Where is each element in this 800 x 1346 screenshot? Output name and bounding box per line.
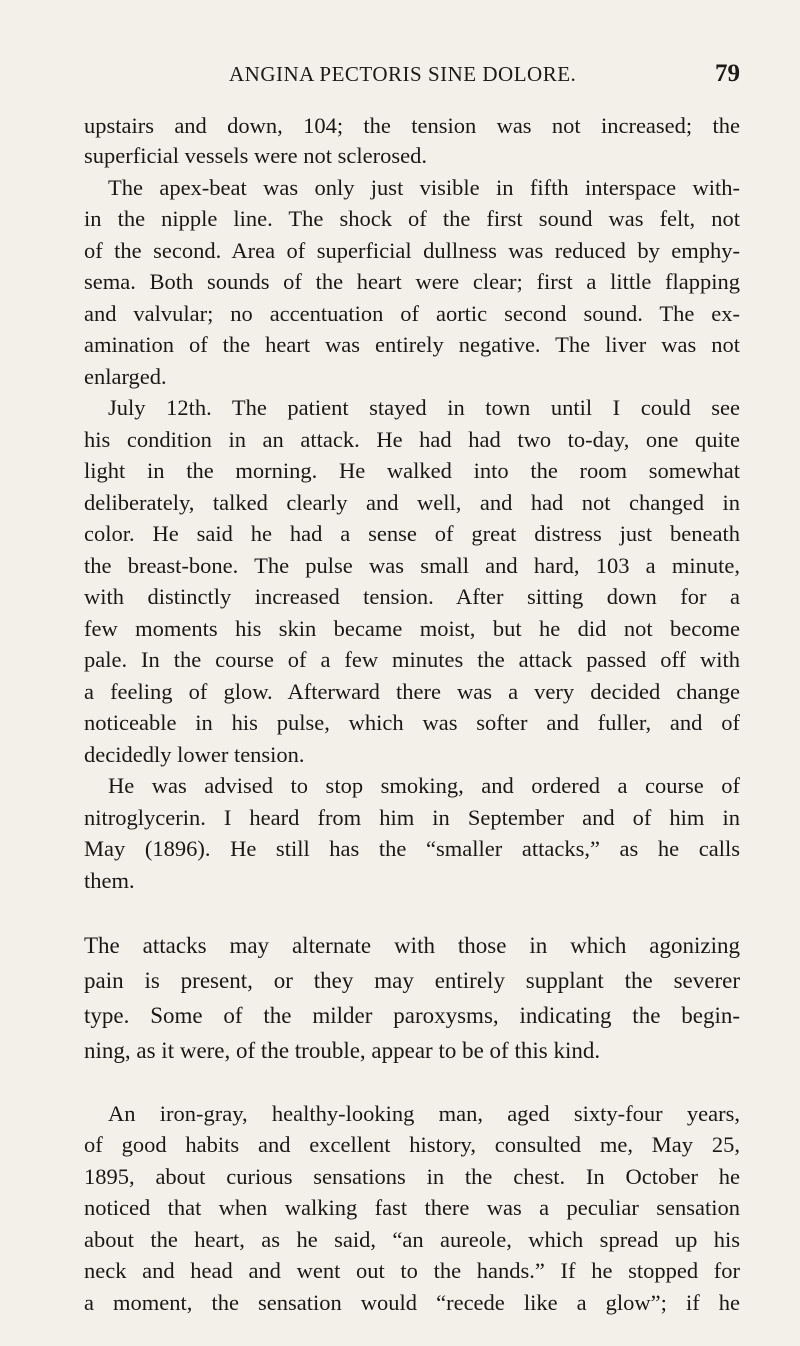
text-line: with distinctly increased tension. After sitting down for a bbox=[84, 584, 740, 609]
text-line: July 12th. The patient stayed in town until I could see bbox=[108, 395, 740, 420]
text-line: decidedly lower tension. bbox=[84, 742, 305, 767]
running-title: ANGINA PECTORIS SINE DOLORE. bbox=[229, 62, 577, 86]
text-line: a feeling of glow. Afterward there was a very decided change bbox=[84, 679, 740, 704]
text-line: pale. In the course of a few minutes the attack passed off with bbox=[84, 647, 740, 672]
text-line: upstairs and down, 104; the tension was not increased; the bbox=[84, 113, 740, 138]
page-number: 79 bbox=[715, 60, 740, 87]
text-line: nitroglycerin. I heard from him in September and of him in bbox=[84, 805, 740, 830]
text-line: few moments his skin became moist, but he did not become bbox=[84, 616, 740, 641]
text-line: his condition in an attack. He had had two to-day, one quite bbox=[84, 427, 740, 452]
text-line: superficial vessels were not sclerosed. bbox=[84, 143, 428, 168]
text-line: 1895, about curious sensations in the chest. In October he bbox=[84, 1164, 740, 1189]
text-line: sema. Both sounds of the heart were clear; first a little flapping bbox=[84, 269, 740, 294]
text-line: about the heart, as he said, “an aureole, which spread up his bbox=[84, 1227, 740, 1252]
text-line: in the nipple line. The shock of the first sound was felt, not bbox=[84, 206, 740, 231]
text-line: the breast-bone. The pulse was small and hard, 103 a minute, bbox=[84, 553, 740, 578]
text-line: The apex-beat was only just visible in fifth interspace with- bbox=[108, 175, 740, 200]
text-line: ning, as it were, of the trouble, appear to be of this kind. bbox=[84, 1038, 601, 1063]
text-line: The attacks may alternate with those in which agonizing bbox=[84, 933, 740, 958]
text-line: He was advised to stop smoking, and ordered a course of bbox=[108, 773, 740, 798]
text-line: May (1896). He still has the “smaller attacks,” as he calls bbox=[84, 836, 740, 861]
text-line: of good habits and excellent history, consulted me, May 25, bbox=[84, 1132, 740, 1157]
text-line: deliberately, talked clearly and well, and had not changed in bbox=[84, 490, 740, 515]
text-line: and valvular; no accentuation of aortic second sound. The ex- bbox=[84, 301, 740, 326]
text-line: amination of the heart was entirely negative. The liver was not bbox=[84, 332, 740, 357]
text-line: color. He said he had a sense of great distress just beneath bbox=[84, 521, 740, 546]
text-line: them. bbox=[84, 868, 135, 893]
text-line: pain is present, or they may entirely supplant the severer bbox=[84, 968, 740, 993]
text-line: light in the morning. He walked into the room somewhat bbox=[84, 458, 740, 483]
text-line: of the second. Area of superficial dullness was reduced by emphy- bbox=[84, 238, 740, 263]
text-line: noticeable in his pulse, which was softer and fuller, and of bbox=[84, 710, 740, 735]
running-head bbox=[84, 60, 740, 96]
text-line: noticed that when walking fast there was a peculiar sensation bbox=[84, 1195, 740, 1220]
text-line: neck and head and went out to the hands.” If he stopped for bbox=[84, 1258, 740, 1283]
text-line: An iron-gray, healthy-looking man, aged sixty-four years, bbox=[108, 1101, 740, 1126]
text-line: enlarged. bbox=[84, 364, 167, 389]
text-line: a moment, the sensation would “recede like a glow”; if he bbox=[84, 1290, 740, 1315]
text-line: type. Some of the milder paroxysms, indicating the begin- bbox=[84, 1003, 740, 1028]
